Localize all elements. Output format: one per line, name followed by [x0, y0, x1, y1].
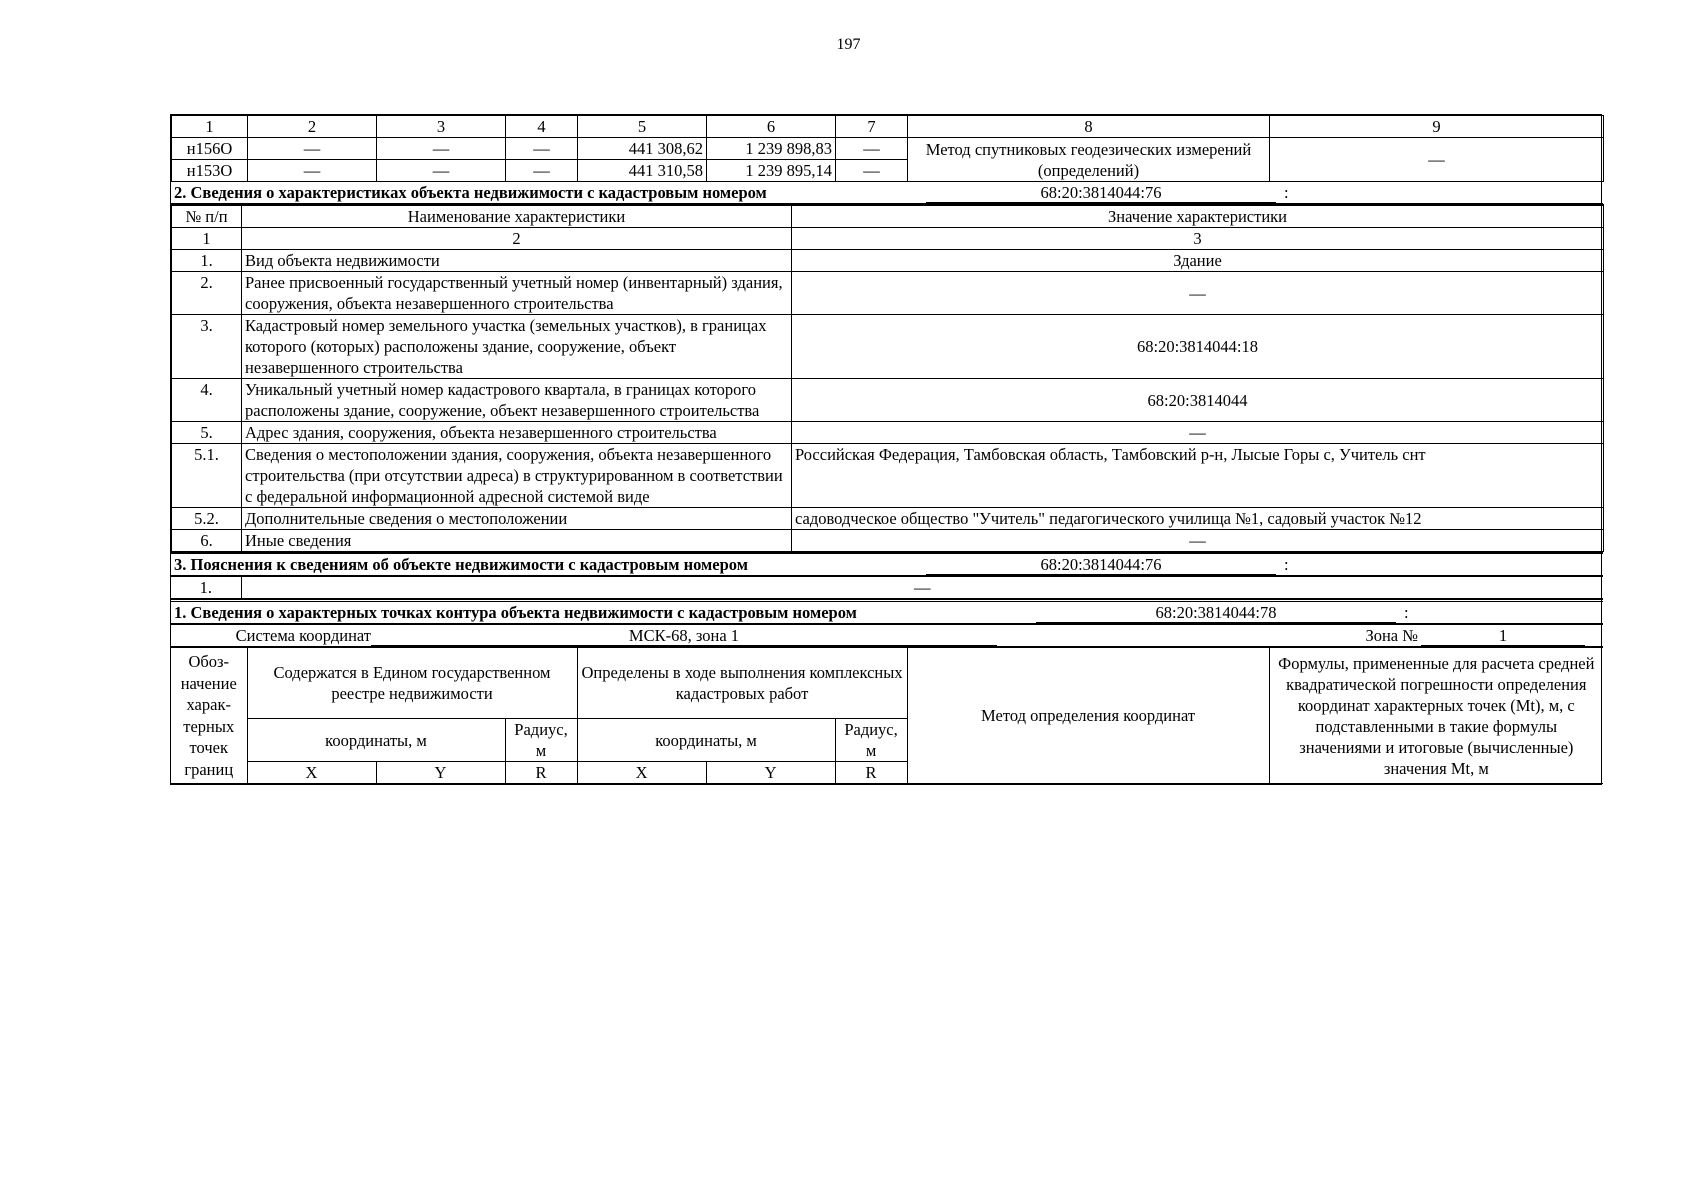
row-value: — — [241, 576, 1603, 599]
row-num: 3. — [172, 315, 242, 379]
cell: — — [836, 138, 908, 160]
header-y: Y — [706, 762, 835, 784]
header-coords: координаты, м — [577, 719, 835, 762]
coord-y: 1 239 898,83 — [707, 138, 836, 160]
page-number: 197 — [836, 36, 861, 53]
col-number: 3 — [377, 116, 506, 138]
row-value: садоводческое общество "Учитель" педагогического училища №1, садовый участок №12 — [792, 508, 1604, 530]
cadastral-number-cell — [921, 182, 1281, 204]
point-id: н153О — [172, 160, 248, 182]
col-number: 2 — [242, 228, 792, 250]
colon: : — [1284, 555, 1289, 574]
coord-x: 441 310,58 — [578, 160, 707, 182]
section-title: 3. Пояснения к сведениям об объекте недвижимости с кадастровым номером — [174, 555, 748, 574]
row-name: Сведения о местоположении здания, сооружения, объекта незавершенного строительства (при отсутствии адреса) в структурированном в соответствии с федеральной информационной адресной системой виде — [242, 444, 792, 508]
row-name: Адрес здания, сооружения, объекта незавершенного строительства — [242, 422, 792, 444]
table-row — [171, 576, 1603, 599]
coord-x: 441 308,62 — [578, 138, 707, 160]
section-title: 1. Сведения о характерных точках контура объекта недвижимости с кадастровым номером — [174, 603, 857, 622]
row-num: 5.1. — [172, 444, 242, 508]
cell: — — [506, 138, 578, 160]
table-row — [172, 379, 1604, 422]
header-name: Наименование характеристики — [242, 205, 792, 228]
col-number: 1 — [172, 228, 242, 250]
header-r: R — [835, 762, 907, 784]
header-x: X — [577, 762, 706, 784]
row-name: Кадастровый номер земельного участка (земельных участков), в границах которого (которых) расположены здание, сооружение, объект незавершенного строительства — [242, 315, 792, 379]
header-radius: Радиус, м — [835, 719, 907, 762]
cell: — — [248, 138, 377, 160]
table-row — [172, 422, 1604, 444]
document-body — [170, 114, 1602, 785]
header-x: X — [247, 762, 376, 784]
col-number: 4 — [506, 116, 578, 138]
table-row — [172, 250, 1604, 272]
row-name: Вид объекта недвижимости — [242, 250, 792, 272]
col-number: 1 — [172, 116, 248, 138]
column-number-row — [172, 116, 1604, 138]
header-r: R — [505, 762, 577, 784]
characteristics-table — [171, 204, 1604, 552]
header-method: Метод определения координат — [907, 647, 1269, 784]
row-name: Уникальный учетный номер кадастрового квартала, в границах которого расположены здание, сооружение, объект незавершенного строительства — [242, 379, 792, 422]
section1-heading — [171, 599, 1603, 623]
table-row — [172, 138, 1604, 160]
table-row — [172, 508, 1604, 530]
row-value: — — [792, 422, 1604, 444]
zone-value: 1 — [1421, 626, 1585, 646]
col-number: 9 — [1270, 116, 1604, 138]
cadastral-number: 68:20:3814044:76 — [926, 555, 1276, 575]
row-value: Российская Федерация, Тамбовская область, Тамбовский р-н, Лысые Горы с, Учитель снт — [792, 444, 1604, 508]
colon: : — [1404, 603, 1409, 622]
row-num: 6. — [172, 530, 242, 552]
colon: : — [1281, 182, 1603, 204]
method-cell: Метод спутниковых геодезических измерений (определений) — [908, 138, 1270, 182]
table-row — [172, 530, 1604, 552]
row-name: Ранее присвоенный государственный учетный номер (инвентарный) здания, сооружения, объекта незавершенного строительства — [242, 272, 792, 315]
cadastral-number: 68:20:3814044:78 — [1036, 603, 1396, 623]
table-row — [172, 272, 1604, 315]
row-value: 68:20:3814044 — [792, 379, 1604, 422]
col-number: 7 — [836, 116, 908, 138]
cell: — — [836, 160, 908, 182]
cell: — — [377, 138, 506, 160]
formula-cell: — — [1270, 138, 1604, 182]
explanations-table — [171, 575, 1603, 599]
header-radius: Радиус, м — [505, 719, 577, 762]
row-num: 5.2. — [172, 508, 242, 530]
cell: — — [506, 160, 578, 182]
coordinates-table — [171, 115, 1604, 182]
cadastral-number: 68:20:3814044:76 — [926, 183, 1276, 203]
zone-label: Зона № — [1365, 626, 1418, 645]
point-id: н156О — [172, 138, 248, 160]
cadastral-number-cell — [1031, 601, 1401, 624]
header-designation: Обоз- начение харак- терных точек границ — [171, 647, 247, 784]
table-row — [172, 444, 1604, 508]
col-number: 6 — [707, 116, 836, 138]
zone-value-cell — [1421, 624, 1603, 646]
header-formula: Формулы, примененные для расчета средней квадратической погрешности определения координат характерных точек (Mt), м, с подставленными в такие формулы значениями и итоговые (вычисленные) значения Mt, м — [1269, 647, 1603, 784]
section3-heading — [171, 552, 1603, 575]
row-value: Здание — [792, 250, 1604, 272]
row-num: 5. — [172, 422, 242, 444]
row-num: 4. — [172, 379, 242, 422]
coord-system-row — [171, 623, 1603, 646]
row-name: Дополнительные сведения о местоположении — [242, 508, 792, 530]
col-number: 2 — [248, 116, 377, 138]
header-egrn: Содержатся в Едином государственном реестре недвижимости — [247, 647, 577, 719]
header-y: Y — [376, 762, 505, 784]
col-number: 5 — [578, 116, 707, 138]
row-value: 68:20:3814044:18 — [792, 315, 1604, 379]
coord-system-value: МСК-68, зона 1 — [371, 626, 997, 646]
cell: — — [377, 160, 506, 182]
table-row — [172, 315, 1604, 379]
header-num: № п/п — [172, 205, 242, 228]
row-num: 1. — [172, 250, 242, 272]
col-number: 3 — [792, 228, 1604, 250]
section-title: 2. Сведения о характеристиках объекта недвижимости с кадастровым номером — [171, 182, 921, 204]
coord-y: 1 239 895,14 — [707, 160, 836, 182]
points-header-table — [171, 646, 1603, 784]
row-num: 1. — [171, 576, 241, 599]
col-number: 8 — [908, 116, 1270, 138]
cell: — — [248, 160, 377, 182]
cadastral-number-cell — [921, 553, 1281, 575]
row-value: — — [792, 530, 1604, 552]
coord-system-value-cell — [371, 624, 1001, 646]
row-value: — — [792, 272, 1604, 315]
header-kkr: Определены в ходе выполнения комплексных кадастровых работ — [577, 647, 907, 719]
section2-heading — [171, 182, 1603, 204]
coord-system-label: Система координат — [235, 626, 371, 645]
row-num: 2. — [172, 272, 242, 315]
header-value: Значение характеристики — [792, 205, 1604, 228]
header-coords: координаты, м — [247, 719, 505, 762]
row-name: Иные сведения — [242, 530, 792, 552]
